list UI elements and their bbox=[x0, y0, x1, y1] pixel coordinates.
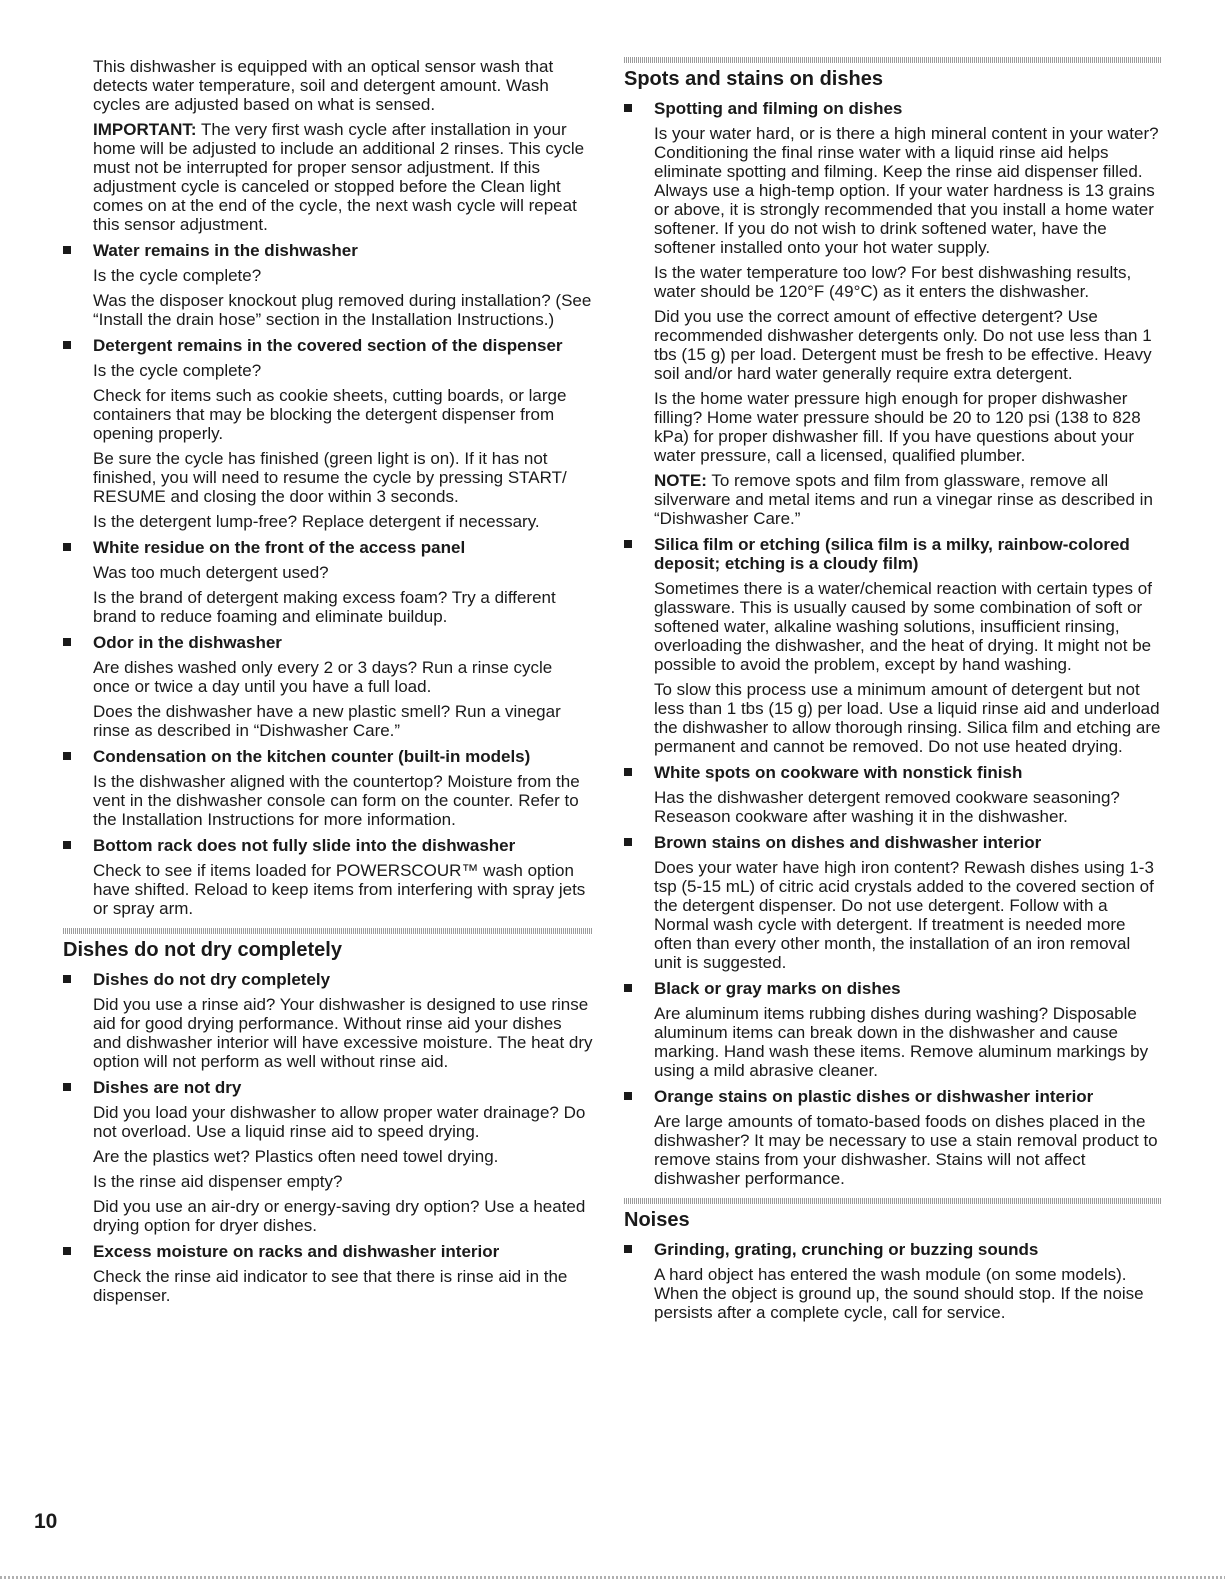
item-text: Check to see if items loaded for POWERSCOUR™ wash option have shifted. Reload to keep items from interfering with spray jets or spray arm. bbox=[93, 861, 586, 918]
item-text: Is the water temperature too low? For best dishwashing results, water should be 120°F (49°C) as it enters the dishwasher. bbox=[654, 263, 1132, 301]
item-text: Is the rinse aid dispenser empty? bbox=[93, 1172, 343, 1191]
item-text: Sometimes there is a water/chemical reaction with certain types of glassware. This is usually caused by some combination of soft or softened water, alkaline washing solutions, insufficient rinsing, overloading the dishwasher, and the heat of drying. It might not be possible to avoid the problem, except by hand washing. bbox=[654, 579, 1152, 674]
item-text: Did you use a rinse aid? Your dishwasher is designed to use rinse aid for good drying performance. Without rinse aid your dishes and dishwasher interior will have excessive moisture. The heat dry option will not perform as well without rinse aid. bbox=[93, 995, 593, 1071]
list-item bbox=[63, 747, 593, 829]
important-label: IMPORTANT: bbox=[93, 120, 197, 139]
item-title: Spotting and filming on dishes bbox=[654, 99, 903, 118]
section-title-spots: Spots and stains on dishes bbox=[624, 68, 883, 90]
item-text: Are the plastics wet? Plastics often need towel drying. bbox=[93, 1147, 499, 1166]
section-title-dry: Dishes do not dry completely bbox=[63, 939, 342, 961]
item-text: Check for items such as cookie sheets, cutting boards, or large containers that may be blocking the detergent dispenser from opening properly. bbox=[93, 386, 567, 443]
note-label: NOTE: bbox=[654, 471, 707, 490]
bullet-icon bbox=[624, 768, 632, 776]
important-text: The very first wash cycle after installation in your home will be adjusted to include an additional 2 rinses. This cycle must not be interrupted for proper sensor adjustment. If this adjustment cycle is canceled or stopped before the Clean light comes on at the end of the cycle, the next wash cycle will repeat this sensor adjustment. bbox=[93, 120, 585, 234]
intro-paragraph: This dishwasher is equipped with an optical sensor wash that detects water temperature, soil and detergent amount. Wash cycles are adjusted based on what is sensed. bbox=[93, 57, 554, 114]
item-text: Did you use the correct amount of effective detergent? Use recommended dishwasher detergents only. Do not use less than 1 tbs (15 g) per load. Detergent must be fresh to be effective. Heavy soil and/or hard water generally require extra detergent. bbox=[654, 307, 1152, 383]
bullet-icon bbox=[63, 752, 71, 760]
item-text: Check the rinse aid indicator to see that there is rinse aid in the dispenser. bbox=[93, 1267, 568, 1305]
item-title: Condensation on the kitchen counter (built-in models) bbox=[93, 747, 531, 766]
item-text: A hard object has entered the wash module (on some models). When the object is ground up, the sound should stop. If the noise persists after a complete cycle, call for service. bbox=[654, 1265, 1144, 1322]
bullet-icon bbox=[624, 104, 632, 112]
list-item bbox=[624, 99, 1162, 528]
item-text: Is the dishwasher aligned with the countertop? Moisture from the vent in the dishwasher console can form on the counter. Refer to the Installation Instructions for more information. bbox=[93, 772, 580, 829]
item-text: Is the cycle complete? bbox=[93, 266, 262, 285]
right-column bbox=[624, 57, 1162, 1328]
item-text: Are aluminum items rubbing dishes during washing? Disposable aluminum items can break down in the dishwasher and cause marking. Hand wash these items. Remove aluminum markings by using a mild abrasive cleaner. bbox=[654, 1004, 1149, 1080]
item-text: Be sure the cycle has finished (green light is on). If it has not finished, you will need to resume the cycle by pressing START/ RESUME and closing the door within 3 seconds. bbox=[93, 449, 567, 506]
section-divider bbox=[624, 1198, 1162, 1204]
bullet-icon bbox=[63, 975, 71, 983]
item-text: Is the detergent lump-free? Replace detergent if necessary. bbox=[93, 512, 540, 531]
item-title: Black or gray marks on dishes bbox=[654, 979, 901, 998]
item-title: Orange stains on plastic dishes or dishwasher interior bbox=[654, 1087, 1094, 1106]
item-text: Is the home water pressure high enough for proper dishwasher filling? Home water pressure should be 20 to 120 psi (138 to 828 kPa) for proper dishwasher fill. If you have questions about your water pressure, call a licensed, qualified plumber. bbox=[654, 389, 1141, 465]
list-item bbox=[63, 970, 593, 1071]
item-title: Bottom rack does not fully slide into the dishwasher bbox=[93, 836, 516, 855]
item-title: Brown stains on dishes and dishwasher interior bbox=[654, 833, 1042, 852]
item-text: Does the dishwasher have a new plastic smell? Run a vinegar rinse as described in “Dishwasher Care.” bbox=[93, 702, 561, 740]
item-text: Is the brand of detergent making excess foam? Try a different brand to reduce foaming and eliminate buildup. bbox=[93, 588, 556, 626]
item-title: Dishes are not dry bbox=[93, 1078, 242, 1097]
intro-block bbox=[63, 57, 593, 234]
list-item bbox=[624, 1087, 1162, 1188]
bullet-icon bbox=[63, 543, 71, 551]
item-text: Did you use an air-dry or energy-saving dry option? Use a heated drying option for dryer dishes. bbox=[93, 1197, 586, 1235]
list-item bbox=[63, 538, 593, 626]
list-item bbox=[624, 535, 1162, 756]
section-divider bbox=[624, 57, 1162, 63]
item-text: Is the cycle complete? bbox=[93, 361, 262, 380]
bullet-icon bbox=[63, 1247, 71, 1255]
left-column bbox=[63, 57, 593, 1311]
page-bottom-border bbox=[0, 1576, 1225, 1579]
note-text: To remove spots and film from glassware, remove all silverware and metal items and run a vinegar rinse as described in “Dishwasher Care.” bbox=[654, 471, 1153, 528]
list-item bbox=[624, 833, 1162, 972]
item-text: Was too much detergent used? bbox=[93, 563, 329, 582]
bullet-icon bbox=[624, 540, 632, 548]
bullet-icon bbox=[624, 1245, 632, 1253]
bullet-icon bbox=[63, 841, 71, 849]
page-number: 10 bbox=[34, 1510, 58, 1533]
bullet-icon bbox=[63, 246, 71, 254]
note-paragraph bbox=[654, 471, 1162, 528]
list-item bbox=[624, 979, 1162, 1080]
item-title: Odor in the dishwasher bbox=[93, 633, 282, 652]
item-text: Are dishes washed only every 2 or 3 days? Run a rinse cycle once or twice a day until you have a full load. bbox=[93, 658, 553, 696]
item-text: Has the dishwasher detergent removed cookware seasoning? Reseason cookware after washing it in the dishwasher. bbox=[654, 788, 1120, 826]
list-item bbox=[63, 1078, 593, 1235]
bullet-icon bbox=[624, 838, 632, 846]
item-text: Did you load your dishwasher to allow proper water drainage? Do not overload. Use a liquid rinse aid to speed drying. bbox=[93, 1103, 586, 1141]
item-title: Detergent remains in the covered section of the dispenser bbox=[93, 336, 563, 355]
section-divider bbox=[63, 928, 593, 934]
item-text: Was the disposer knockout plug removed during installation? (See “Install the drain hose” section in the Installation Instructions.) bbox=[93, 291, 592, 329]
item-text: Are large amounts of tomato-based foods on dishes placed in the dishwasher? It may be necessary to use a stain removal product to remove stains from your dishwasher. Stains will not affect dishwasher performance. bbox=[654, 1112, 1158, 1188]
item-title: Water remains in the dishwasher bbox=[93, 241, 358, 260]
item-title: White spots on cookware with nonstick finish bbox=[654, 763, 1023, 782]
list-item bbox=[63, 836, 593, 918]
bullet-icon bbox=[63, 1083, 71, 1091]
section-title-noises: Noises bbox=[624, 1209, 690, 1231]
list-item bbox=[624, 1240, 1162, 1322]
item-title: White residue on the front of the access panel bbox=[93, 538, 466, 557]
bullet-icon bbox=[624, 984, 632, 992]
bullet-icon bbox=[624, 1092, 632, 1100]
item-text: Does your water have high iron content? Rewash dishes using 1-3 tsp (5-15 mL) of citric acid crystals added to the covered section of the detergent dispenser. Do not use detergent. Follow with a Normal wash cycle with detergent. If treatment is needed more often than every other month, the installation of an iron removal unit is suggested. bbox=[654, 858, 1154, 972]
list-item bbox=[63, 241, 593, 329]
bullet-icon bbox=[63, 638, 71, 646]
item-text: Is your water hard, or is there a high mineral content in your water? Conditioning the final rinse water with a liquid rinse aid helps eliminate spotting and filming. Keep the rinse aid dispenser filled. Always use a high-temp option. If your water hardness is 13 grains or above, it is strongly recommended that you install a home water softener. If you do not wish to drink softened water, have the softener installed onto your hot water supply. bbox=[654, 124, 1159, 257]
item-text: To slow this process use a minimum amount of detergent but not less than 1 tbs (15 g) per load. Use a liquid rinse aid and underload the dishwasher to allow thorough rinsing. Silica film and etching are permanent and cannot be removed. Do not use heated drying. bbox=[654, 680, 1161, 756]
list-item bbox=[624, 763, 1162, 826]
list-item bbox=[63, 1242, 593, 1305]
bullet-icon bbox=[63, 341, 71, 349]
important-paragraph bbox=[93, 120, 593, 234]
item-title: Excess moisture on racks and dishwasher interior bbox=[93, 1242, 500, 1261]
item-title: Silica film or etching (silica film is a milky, rainbow-colored deposit; etching is a cloudy film) bbox=[654, 535, 1130, 573]
item-title: Grinding, grating, crunching or buzzing sounds bbox=[654, 1240, 1039, 1259]
list-item bbox=[63, 633, 593, 740]
item-title: Dishes do not dry completely bbox=[93, 970, 331, 989]
list-item bbox=[63, 336, 593, 531]
